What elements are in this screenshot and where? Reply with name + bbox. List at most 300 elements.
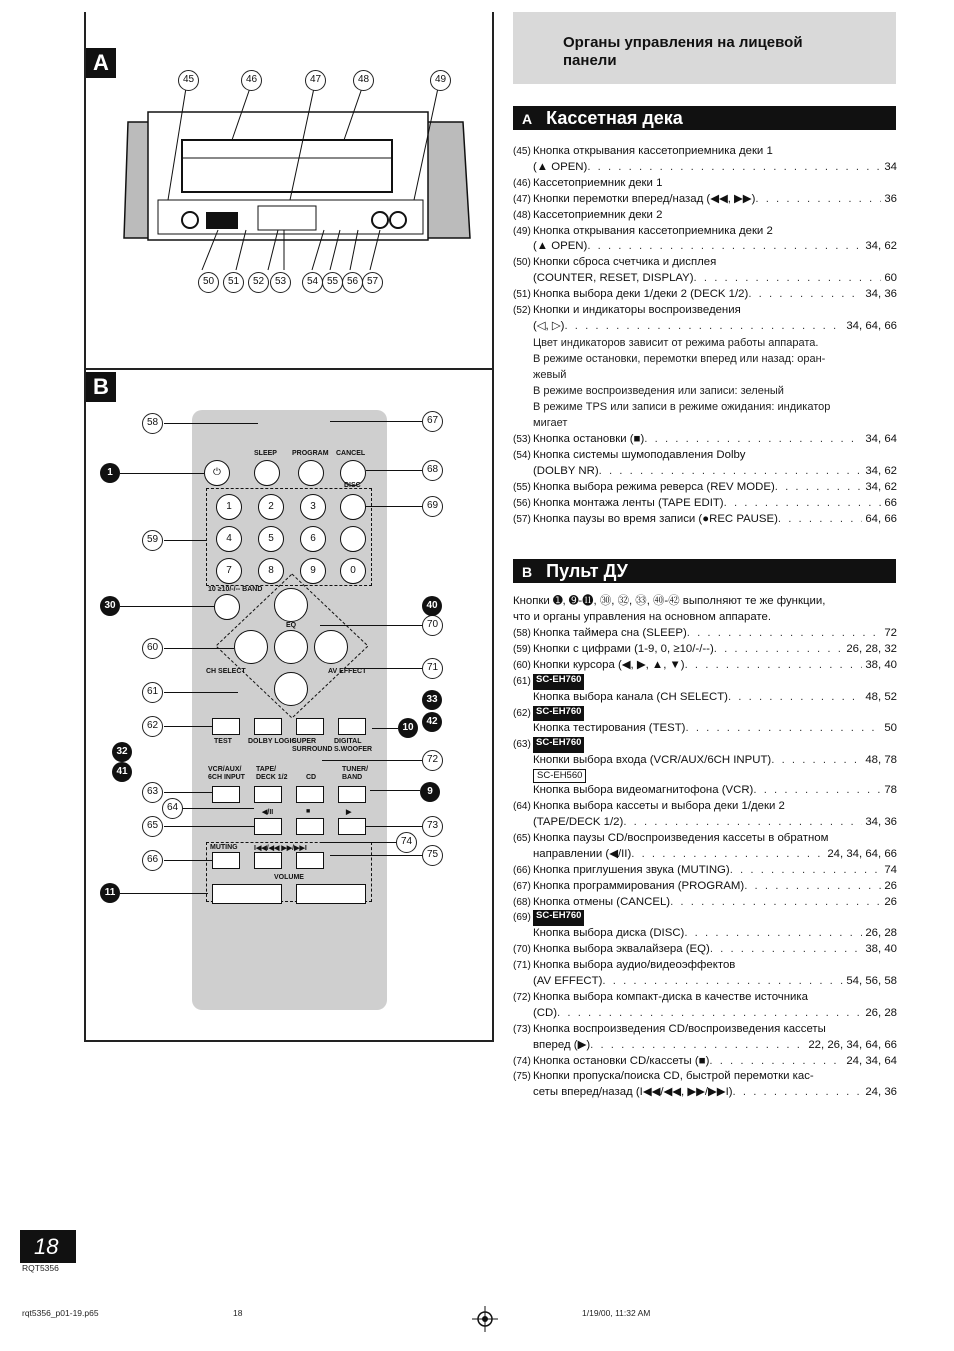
super-label: SUPER SURROUND	[292, 738, 333, 753]
list-item	[513, 626, 897, 642]
list-item	[513, 224, 897, 240]
super-surround-button	[296, 718, 324, 735]
callout-47: 47	[305, 70, 326, 91]
model-badge: SC-EH760	[533, 910, 584, 926]
item-text: (◁, ▷)	[533, 319, 565, 332]
callout-49: 49	[430, 70, 451, 91]
list-item	[513, 895, 897, 911]
list-item	[513, 432, 897, 448]
dot-leader	[602, 974, 843, 990]
list-item	[513, 642, 897, 658]
cassette-title: Кассетная дека	[546, 108, 683, 128]
item-page: 24, 34, 64	[846, 1054, 897, 1067]
list-item	[513, 176, 897, 192]
item-number-icon: (56)	[513, 497, 531, 509]
leader-69	[366, 506, 424, 507]
callout-black-11: 11	[100, 883, 120, 903]
item-page: 34, 64	[865, 433, 897, 445]
item-page: 64, 66	[865, 512, 897, 525]
digit-6-button: 6	[300, 526, 326, 552]
leader-62	[164, 726, 212, 727]
item-number-icon: (60)	[513, 659, 531, 671]
item-number-icon	[513, 769, 533, 783]
callout-black-1: 1	[100, 463, 120, 483]
note-line: жевый	[533, 368, 567, 381]
item-number-icon: (71)	[513, 960, 531, 972]
dot-leader	[623, 815, 862, 831]
sleep-label: SLEEP	[254, 450, 277, 457]
list-item	[513, 1006, 897, 1022]
dot-leader	[685, 721, 881, 737]
item-page: 50	[884, 722, 897, 735]
dot-leader	[730, 863, 882, 879]
callout-71: 71	[422, 658, 443, 679]
item-text: Кнопка выбора диска (DISC)	[533, 927, 685, 940]
list-item	[513, 783, 897, 799]
callout-72: 72	[422, 750, 443, 771]
eq-button	[274, 630, 308, 664]
item-number-icon: (47)	[513, 193, 531, 205]
item-number-icon: (55)	[513, 481, 531, 493]
item-text: (▲ OPEN)	[533, 240, 588, 253]
doc-code: RQT5356	[22, 1263, 59, 1273]
callout-62: 62	[142, 716, 163, 737]
item-page: 26	[884, 879, 897, 892]
item-number-icon: (64)	[513, 801, 531, 813]
item-text: Кнопки с цифрами (1-9, 0, ≥10/-/--)	[533, 642, 714, 655]
item-text: Кнопка остановки (■)	[533, 433, 645, 445]
dot-leader	[733, 1085, 863, 1101]
leader-10	[372, 728, 398, 729]
list-item	[513, 926, 897, 942]
item-number-icon	[513, 271, 533, 287]
dot-leader	[587, 239, 862, 255]
item-text: Кнопка выбора эквалайзера (EQ)	[533, 943, 710, 956]
item-page: 26, 28, 32	[846, 642, 897, 655]
item-page: 78	[884, 784, 897, 797]
callout-75: 75	[422, 845, 443, 866]
item-number-icon	[513, 160, 533, 176]
list-item	[513, 144, 897, 160]
item-page: 26, 28	[865, 1006, 897, 1019]
list-item	[513, 831, 897, 847]
test-button	[212, 718, 240, 735]
dot-leader	[694, 271, 882, 287]
vcr-label: VCR/AUX/ 6CH INPUT	[208, 766, 245, 781]
item-text: Кнопка монтажа ленты (TAPE EDIT)	[533, 496, 724, 509]
callout-70: 70	[422, 615, 443, 636]
item-text: направлении (◀/II)	[533, 847, 632, 860]
dot-leader	[755, 192, 881, 208]
item-text: Кнопка выбора кассеты и выбора деки 1/деки 2	[533, 800, 785, 813]
muting-label: MUTING	[210, 844, 238, 851]
item-text: (CD)	[533, 1006, 558, 1019]
cd-label: CD	[306, 774, 317, 781]
list-item	[513, 448, 897, 464]
item-page: 48, 78	[865, 754, 897, 767]
leader-74	[322, 842, 398, 843]
item-number-icon	[513, 721, 533, 737]
list-item	[513, 1069, 897, 1085]
callout-59: 59	[142, 530, 163, 551]
dot-leader	[685, 658, 863, 674]
item-number-icon	[513, 690, 533, 706]
item-page: 22, 26, 34, 64, 66	[808, 1038, 897, 1051]
list-item	[513, 769, 897, 783]
list-item	[513, 815, 897, 831]
callout-50: 50	[198, 272, 219, 293]
dot-leader	[557, 1006, 862, 1022]
dot-leader	[771, 753, 862, 769]
item-page: 34	[884, 160, 897, 173]
leader-72	[322, 760, 424, 761]
list-item	[513, 1022, 897, 1038]
callout-69: 69	[422, 496, 443, 517]
list-item	[513, 160, 897, 176]
list-item	[513, 990, 897, 1006]
section-divider	[84, 368, 494, 370]
callout-black-30: 30	[100, 596, 120, 616]
stop-label: ■	[306, 808, 311, 815]
item-text: Кнопки и индикаторы воспроизведения	[533, 304, 741, 317]
section-b-badge: B	[86, 372, 116, 402]
item-page: 34, 62	[865, 464, 897, 477]
list-item	[513, 464, 897, 480]
remote-header	[513, 559, 896, 583]
list-item	[513, 799, 897, 815]
tape-button	[254, 786, 282, 803]
vcr-button	[212, 786, 240, 803]
item-page: 66	[884, 496, 897, 509]
list-item	[513, 319, 897, 335]
digit-0-button: 0	[340, 558, 366, 584]
list-item	[513, 737, 897, 753]
item-number-icon: (62)	[513, 707, 531, 719]
pause-label: ◀/II	[262, 809, 274, 816]
note-line: В режиме остановки, перемотки вперед или назад: оран-	[533, 352, 826, 365]
digital-woofer-button	[338, 718, 366, 735]
pause-button	[254, 818, 282, 835]
stop-button	[296, 818, 324, 835]
item-text: Кассетоприемник деки 1	[533, 176, 663, 189]
leader-75	[330, 855, 424, 856]
item-page: 38, 40	[865, 943, 897, 956]
item-text: сеты вперед/назад (I◀◀/◀◀, ▶▶/▶▶I)	[533, 1086, 733, 1099]
callout-black-40: 40	[422, 596, 442, 616]
digit-2-button: 2	[258, 494, 284, 520]
item-number-icon: (52)	[513, 305, 531, 317]
dot-leader	[709, 1054, 843, 1070]
item-text: Кнопка системы шумоподавления Dolby	[533, 448, 746, 461]
item-number-icon: (68)	[513, 896, 531, 908]
model-badge: SC-EH760	[533, 737, 584, 753]
cassette-letter: A	[522, 111, 533, 127]
item-text: Кнопка выбора видеомагнитофона (VCR)	[533, 784, 754, 797]
list-item	[513, 942, 897, 958]
callout-65: 65	[142, 816, 163, 837]
item-text: Кнопка выбора режима реверса (REV MODE)	[533, 480, 775, 493]
item-number-icon	[513, 1038, 533, 1054]
page-number: 18	[20, 1230, 76, 1263]
callout-54: 54	[302, 272, 323, 293]
dot-leader	[744, 879, 881, 895]
page-title-line1: Органы управления на лицевой	[563, 34, 803, 51]
callout-68: 68	[422, 460, 443, 481]
item-number-icon: (67)	[513, 880, 531, 892]
volume-label: VOLUME	[274, 874, 304, 881]
remote-list	[513, 626, 897, 1101]
cd-button	[296, 786, 324, 803]
skip-label: I◀◀/◀◀ ▶▶/▶▶I	[254, 845, 307, 852]
list-item	[513, 879, 897, 895]
dot-leader	[599, 464, 863, 480]
note-line: В режиме TPS или записи в режиме ожидания: индикатор	[533, 400, 831, 413]
list-item	[513, 287, 897, 303]
model-badge: SC-EH760	[533, 706, 584, 722]
item-text: Кнопка выбора аудио/видеоэффектов	[533, 959, 736, 972]
page-title	[563, 34, 803, 70]
item-page: 34, 64, 66	[846, 319, 897, 332]
disc-button	[340, 494, 366, 520]
item-text: (COUNTER, RESET, DISPLAY)	[533, 272, 694, 285]
page-title-line2: панели	[563, 52, 617, 69]
digit-7-button: 7	[216, 558, 242, 584]
digital-label: DIGITAL S.WOOFER	[334, 738, 373, 753]
cursor-left-button	[234, 630, 268, 664]
leader-1	[120, 473, 204, 474]
model-badge: SC-EH760	[533, 674, 584, 690]
dot-leader	[753, 783, 881, 799]
list-item	[513, 192, 897, 208]
dot-leader	[710, 942, 863, 958]
dot-leader	[631, 847, 824, 863]
dolby-label: DOLBY LOGIC	[248, 738, 297, 745]
item-number-icon: (66)	[513, 864, 531, 876]
dot-leader	[684, 926, 862, 942]
item-number-icon	[513, 926, 533, 942]
list-item	[513, 958, 897, 974]
item-number-icon	[513, 815, 533, 831]
callout-61: 61	[142, 682, 163, 703]
item-number-icon: (51)	[513, 289, 531, 301]
cassette-header	[513, 106, 896, 130]
item-number-icon: (57)	[513, 513, 531, 525]
list-item	[513, 239, 897, 255]
item-number-icon	[513, 239, 533, 255]
item-number-icon	[513, 1085, 533, 1101]
dot-leader	[644, 432, 862, 448]
item-page: 72	[884, 627, 897, 639]
dot-leader	[687, 626, 882, 642]
item-text: Кнопки сброса счетчика и дисплея	[533, 256, 717, 269]
callout-45: 45	[178, 70, 199, 91]
item-text: Кнопка открывания кассетоприемника деки 1	[533, 145, 773, 157]
disc-label: DISC	[344, 482, 361, 489]
dolby-logic-button	[254, 718, 282, 735]
item-page: 38, 40	[865, 658, 897, 671]
leader-65	[164, 826, 254, 827]
play-button	[338, 818, 366, 835]
tuner-button	[338, 786, 366, 803]
cassette-list-2	[513, 432, 897, 527]
item-number-icon: (45)	[513, 146, 531, 157]
leader-73	[366, 826, 424, 827]
cancel-label: CANCEL	[336, 450, 366, 457]
callout-74: 74	[396, 832, 417, 853]
list-item	[513, 974, 897, 990]
item-text: (AV EFFECT)	[533, 975, 603, 988]
item-number-icon	[513, 753, 533, 769]
leader-64	[182, 808, 254, 809]
leader-59	[164, 540, 206, 541]
item-text: Кнопка выбора канала (CH SELECT)	[533, 690, 728, 703]
eq-label: EQ	[286, 622, 297, 629]
item-number-icon: (74)	[513, 1055, 531, 1067]
item-number-icon: (58)	[513, 628, 531, 639]
callout-67: 67	[422, 411, 443, 432]
leader-61	[164, 692, 238, 693]
list-item	[513, 721, 897, 737]
skip-forward-button	[296, 852, 324, 869]
item-page: 26	[884, 895, 897, 908]
item-number-icon: (72)	[513, 991, 531, 1003]
item-number-icon: (73)	[513, 1023, 531, 1035]
callout-46: 46	[241, 70, 262, 91]
dot-leader	[728, 690, 862, 706]
section-a-badge: A	[86, 48, 116, 78]
item-text: Кнопка программирования (PROGRAM)	[533, 879, 745, 892]
callout-64: 64	[162, 798, 183, 819]
callout-black-42: 42	[422, 712, 442, 732]
dot-leader	[590, 1038, 805, 1054]
registration-mark-icon	[472, 1306, 498, 1332]
item-number-icon: (69)	[513, 912, 531, 924]
callout-57: 57	[362, 272, 383, 293]
leader-63	[164, 792, 212, 793]
dot-leader	[775, 480, 863, 496]
remote-title: Пульт ДУ	[546, 561, 628, 581]
item-text: Кнопки пропуска/поиска CD, быстрой перемотки кас-	[533, 1070, 814, 1083]
item-text: вперед (▶)	[533, 1038, 591, 1051]
dot-leader	[670, 895, 881, 911]
cursor-down-button	[274, 672, 308, 706]
digit-4-button: 4	[216, 526, 242, 552]
item-text: Кнопка выбора компакт-диска в качестве источника	[533, 990, 808, 1003]
leader-67	[330, 421, 424, 422]
dot-leader	[724, 496, 882, 512]
list-item	[513, 847, 897, 863]
item-number-icon: (50)	[513, 257, 531, 269]
callout-black-33: 33	[422, 690, 442, 710]
item-page: 26, 28	[865, 927, 897, 940]
callout-black-9: 9	[420, 782, 440, 802]
list-item	[513, 480, 897, 496]
note-line: мигает	[533, 416, 568, 429]
item-page: 34, 62	[865, 480, 897, 493]
item-page: 34, 36	[865, 288, 897, 301]
list-item	[513, 753, 897, 769]
item-number-icon: (63)	[513, 739, 531, 751]
item-page: 48, 52	[865, 690, 897, 703]
callout-73: 73	[422, 816, 443, 837]
footer-file-page: 18	[233, 1308, 243, 1318]
item-text: Кнопки перемотки вперед/назад (◀◀, ▶▶)	[533, 192, 756, 205]
list-item	[513, 303, 897, 319]
item-number-icon: (46)	[513, 177, 531, 189]
item-text: (▲ OPEN)	[533, 160, 588, 173]
power-button: ⏻	[204, 460, 230, 486]
list-item	[513, 910, 897, 926]
item-text: (DOLBY NR)	[533, 464, 599, 477]
list-item	[513, 512, 897, 528]
list-item	[513, 271, 897, 287]
item-text: Кнопка отмены (CANCEL)	[533, 895, 671, 908]
item-number-icon	[513, 783, 533, 799]
list-item	[513, 863, 897, 879]
test-label: TEST	[214, 738, 232, 745]
cursor-up-button	[274, 588, 308, 622]
item-number-icon: (61)	[513, 675, 531, 687]
dot-leader	[564, 319, 843, 335]
item-number-icon	[513, 847, 533, 863]
item-number-icon: (48)	[513, 209, 531, 221]
item-text: Кнопка паузы CD/воспроизведения кассеты в обратном	[533, 831, 829, 844]
item-page: 34, 36	[865, 815, 897, 828]
dot-leader	[778, 512, 862, 528]
digit-8-button: 8	[258, 558, 284, 584]
tuner-label: TUNER/ BAND	[342, 766, 369, 781]
volume-up-button	[296, 884, 366, 904]
leader-70	[320, 625, 424, 626]
skip-back-button	[254, 852, 282, 869]
item-text: Кнопка открывания кассетоприемника деки 2	[533, 224, 773, 237]
callout-48: 48	[353, 70, 374, 91]
item-number-icon: (53)	[513, 434, 531, 445]
model-badge-outline: SC-EH560	[533, 769, 586, 783]
list-item	[513, 1085, 897, 1101]
callout-58: 58	[142, 413, 163, 434]
callout-52: 52	[248, 272, 269, 293]
leader-66	[164, 860, 212, 861]
item-page: 36	[884, 192, 897, 205]
leader-68	[366, 470, 424, 471]
list-item	[513, 674, 897, 690]
item-number-icon: (75)	[513, 1071, 531, 1083]
ch-select-label: CH SELECT	[206, 668, 246, 675]
item-number-icon: (49)	[513, 225, 531, 237]
item-text: Кнопка воспроизведения CD/воспроизведения кассеты	[533, 1022, 826, 1035]
dot-leader	[714, 642, 844, 658]
dot-leader	[748, 287, 862, 303]
av-effect-label: AV EFFECT	[328, 668, 367, 675]
item-page: 60	[884, 272, 897, 285]
callout-black-10: 10	[398, 718, 418, 738]
callout-66: 66	[142, 850, 163, 871]
footer-file: rqt5356_p01-19.p65	[22, 1308, 99, 1318]
list-item	[513, 658, 897, 674]
item-page: 74	[884, 863, 897, 876]
cursor-right-button	[314, 630, 348, 664]
callout-63: 63	[142, 782, 163, 803]
ten-label: 10 ≥10/-/-- BAND	[208, 586, 263, 593]
list-item	[513, 1038, 897, 1054]
digit-3-button: 3	[300, 494, 326, 520]
item-number-icon	[513, 464, 533, 480]
leader-60	[164, 648, 234, 649]
program-label: PROGRAM	[292, 450, 329, 457]
footer-date: 1/19/00, 11:32 AM	[582, 1308, 651, 1318]
sleep-button	[254, 460, 280, 486]
